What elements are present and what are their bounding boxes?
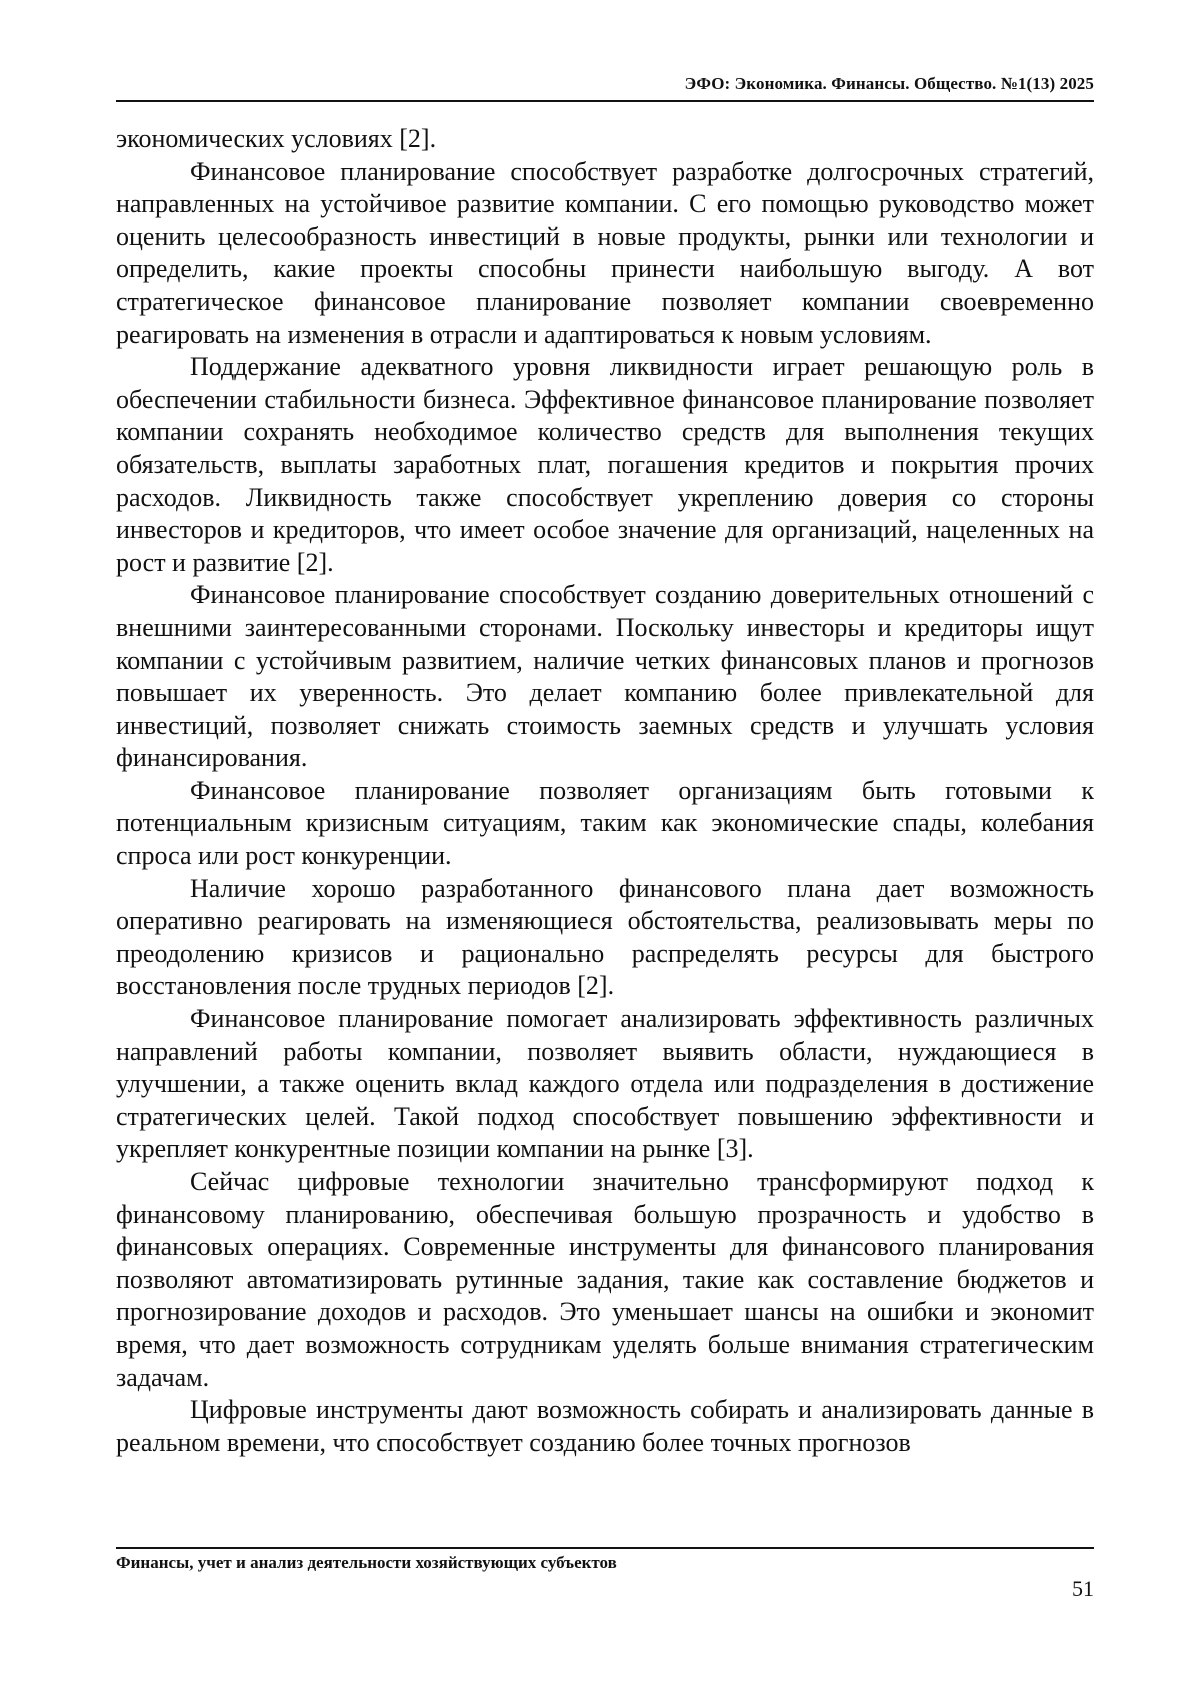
paragraph: Финансовое планирование способствует созданию доверительных отношений с внешними заинтересованными сторонами. Поскольку инвесторы и кредиторы ищут компании с устойчивым развитием, наличие четких финансовых планов и прогнозов повышает их уверенность. Это делает компанию более привлекательной для инвестиций, позволяет снижать стоимость заемных средств и улучшать условия финансирования. <box>116 579 1094 775</box>
paragraph-continuation: экономических условиях [2]. <box>116 123 1094 156</box>
paragraph: Сейчас цифровые технологии значительно трансформируют подход к финансовому планированию, обеспечивая большую прозрачность и удобство в финансовых операциях. Современные инструменты для финансового планирования позволяют автоматизировать рутинные задания, такие как составление бюджетов и прогнозирование доходов и расходов. Это уменьшает шансы на ошибки и экономит время, что дает возможность сотрудникам уделять больше внимания стратегическим задачам. <box>116 1166 1094 1394</box>
header-rule <box>116 100 1094 102</box>
paragraph: Финансовое планирование позволяет организациям быть готовыми к потенциальным кризисным ситуациям, таким как экономические спады, колебания спроса или рост конкуренции. <box>116 775 1094 873</box>
paragraph-last: Цифровые инструменты дают возможность собирать и анализировать данные в реальном времени, что способствует созданию более точных прогнозов <box>116 1394 1094 1459</box>
paragraph: Поддержание адекватного уровня ликвидности играет решающую роль в обеспечении стабильности бизнеса. Эффективное финансовое планирование позволяет компании сохранять необходимое количество средств для выполнения текущих обязательств, выплаты заработных плат, погашения кредитов и покрытия прочих расходов. Ликвидность также способствует укреплению доверия со стороны инвесторов и кредиторов, что имеет особое значение для организаций, нацеленных на рост и развитие [2]. <box>116 351 1094 579</box>
article-body <box>116 123 1094 1459</box>
paragraph: Наличие хорошо разработанного финансового плана дает возможность оперативно реагировать на изменяющиеся обстоятельства, реализовывать меры по преодолению кризисов и рационально распределять ресурсы для быстрого восстановления после трудных периодов [2]. <box>116 873 1094 1003</box>
running-header: ЭФО: Экономика. Финансы. Общество. №1(13) 2025 <box>685 74 1094 94</box>
footer-rule <box>116 1547 1094 1549</box>
running-footer: Финансы, учет и анализ деятельности хозяйствующих субъектов <box>116 1553 617 1573</box>
paragraph: Финансовое планирование помогает анализировать эффективность различных направлений работы компании, позволяет выявить области, нуждающиеся в улучшении, а также оценить вклад каждого отдела или подразделения в достижение стратегических целей. Такой подход способствует повышению эффективности и укрепляет конкурентные позиции компании на рынке [3]. <box>116 1003 1094 1166</box>
page-number: 51 <box>1072 1576 1094 1602</box>
paragraph: Финансовое планирование способствует разработке долгосрочных стратегий, направленных на устойчивое развитие компании. С его помощью руководство может оценить целесообразность инвестиций в новые продукты, рынки или технологии и определить, какие проекты способны принести наибольшую выгоду. А вот стратегическое финансовое планирование позволяет компании своевременно реагировать на изменения в отрасли и адаптироваться к новым условиям. <box>116 156 1094 352</box>
document-page <box>116 0 1094 1697</box>
